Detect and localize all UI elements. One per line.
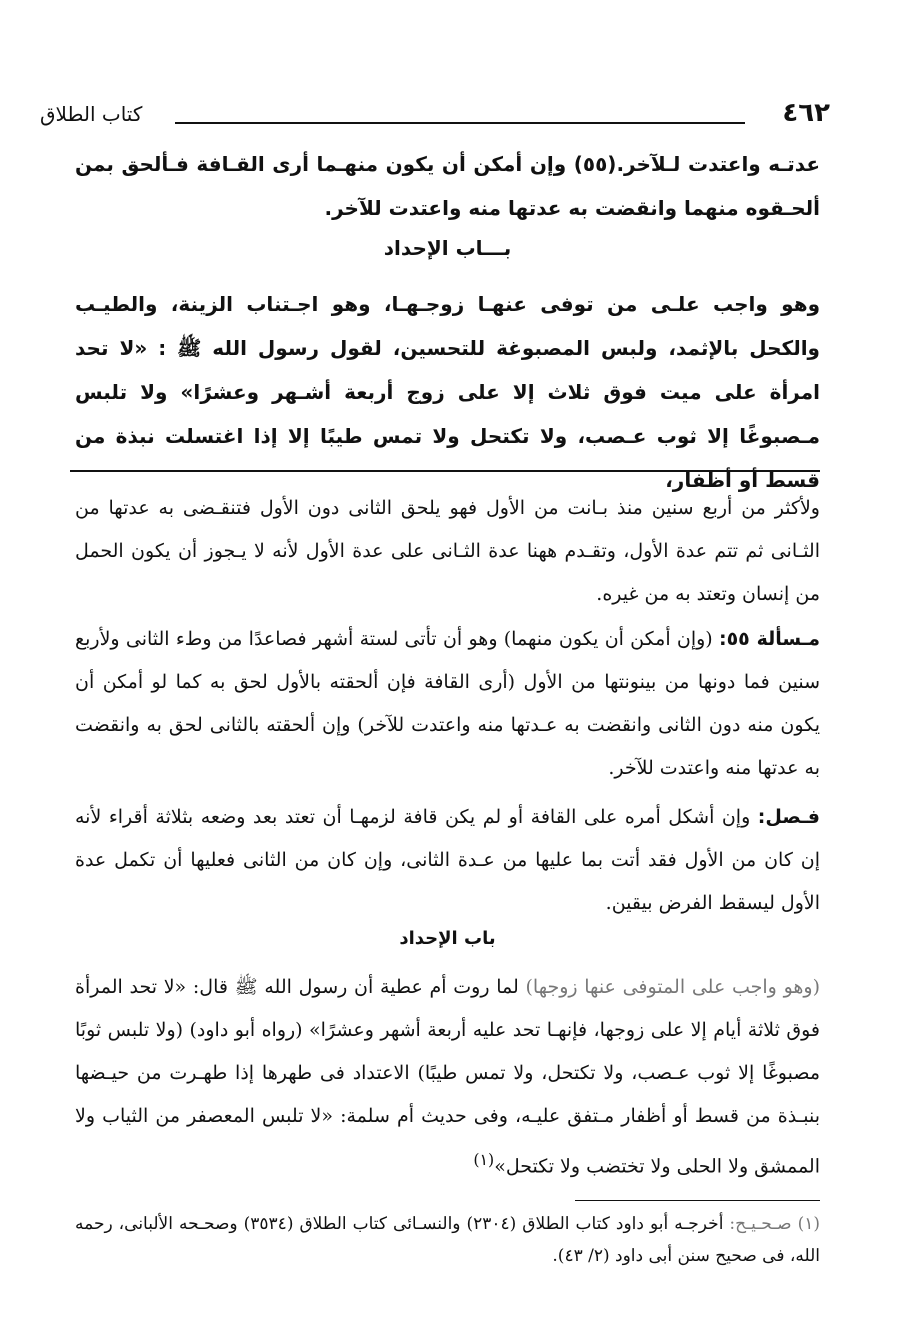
footnote-marker: (١) bbox=[473, 1150, 495, 1169]
matn-heading: بـــاب الإحداد bbox=[383, 236, 512, 260]
book-title: كتاب الطلاق bbox=[40, 102, 143, 126]
matn-paragraph-2: وهو واجب علـى من توفى عنهـا زوجـهـا، وهو اجـتناب الزينة، والطيـب والكحل بالإثمد، ولبس المصبوغة للتحسين، لقول رسول الله ﷺ : «لا تحد امرأة على ميت فوق ثلاث إلا على زوج أربعة أشـهر وعشرًا» ولا تلبس مـصبوغًا إلا ثوب عـصب، ولا تكتحل ولا تمس طيبًا إلا إذا اغتسلت نبذة من قسط أو أظفار، bbox=[75, 292, 820, 492]
footnote-text: أخرجـه أبو داود كتاب الطلاق (٢٣٠٤) والنسـائى كتاب الطلاق (٣٥٣٤) وصحـحه الألبانى، رحمه الله، فى صحيح سنن أبى داود (٢/ ٤٣). bbox=[75, 1214, 820, 1266]
sharh-heading: باب الإحداد bbox=[399, 928, 496, 949]
masala-text: (وإن أمكن أن يكون منهما) وهو أن تأتى لستة أشهر فصاعدًا من وطء الثانى ولأربع سنين فما دونها من بينونتها من الأول (أرى القافة فإن ألحقته بالأول لحق به كما لو أمكن أن يكون منه دون الثانى وانقضت به عـدتها منه واعتدت للآخر) وإن ألحقته بالثانى لحق به وانقضت به عدتها منه واعتدت للآخر. bbox=[75, 628, 820, 779]
masala-label: مـسألة ٥٥: bbox=[718, 628, 820, 650]
ihdad-matn-quote: (وهو واجب على المتوفى عنها زوجها) bbox=[525, 976, 820, 998]
header-rule bbox=[175, 122, 745, 124]
sharh-paragraph-1: ولأكثر من أربع سنين منذ بـانت من الأول فهو يلحق الثانى دون الأول فتنقـضى به عدتها من الثـانى ثم تتم عدة الأول، وتقـدم ههنا عدة الثـانى على عدة الأول لأنه لا يـجوز أن يكون الحمل من إنسان وتعتد به من غيره. bbox=[75, 497, 820, 605]
footnote-label: (١) صـحـيـح: bbox=[729, 1214, 821, 1234]
sharh-ihdad-paragraph bbox=[75, 966, 820, 1188]
fasl-text: وإن أشكل أمره على القافة أو لم يكن قافة لزمهـا أن تعتد بعد وضعه بثلاثة أقراء لأنه إن كان من الأول فقد أتت بما عليها من عـدة الثانى، وإن كان من الثانى فعليها أن تكمل عدة الأول ليسقط الفرض بيقين. bbox=[75, 806, 820, 914]
matn-sharh-divider bbox=[70, 470, 820, 472]
ihdad-text: لما روت أم عطية أن رسول الله ﷺ قال: «لا تحد المرأة فوق ثلاثة أيام إلا على زوجها، فإنهـا تحد عليه أربعة أشهر وعشرًا» (رواه أبو داود) (ولا تلبس ثوبًا مصبوغًا إلا ثوب عـصب، ولا تكتحل، ولا تمس طيبًا) الاعتداد فى طهرها إذا طهـرت من حيـضها بنبـذة من قسط أو أظفار مـتفق عليـه، وفى حديث أم سلمة: «لا تلبس المعصفر من الثياب ولا الممشق ولا الحلى ولا تختضب ولا تكتحل» bbox=[75, 976, 820, 1178]
matn-paragraph-1: عدتـه واعتدت لـلآخر.(٥٥) وإن أمكن أن يكون منهـما أرى القـافة فـألحق بمن ألحـقوه منهما وانقضت به عدتها منه واعتدت للآخر. bbox=[75, 152, 820, 220]
page-number: ٤٦٢ bbox=[782, 98, 830, 128]
footnote-rule bbox=[575, 1200, 820, 1201]
sharh-fasl bbox=[75, 796, 820, 925]
fasl-label: فـصل: bbox=[757, 806, 820, 828]
running-header bbox=[40, 98, 830, 134]
footnote bbox=[75, 1208, 820, 1272]
sharh-masala-55 bbox=[75, 618, 820, 790]
